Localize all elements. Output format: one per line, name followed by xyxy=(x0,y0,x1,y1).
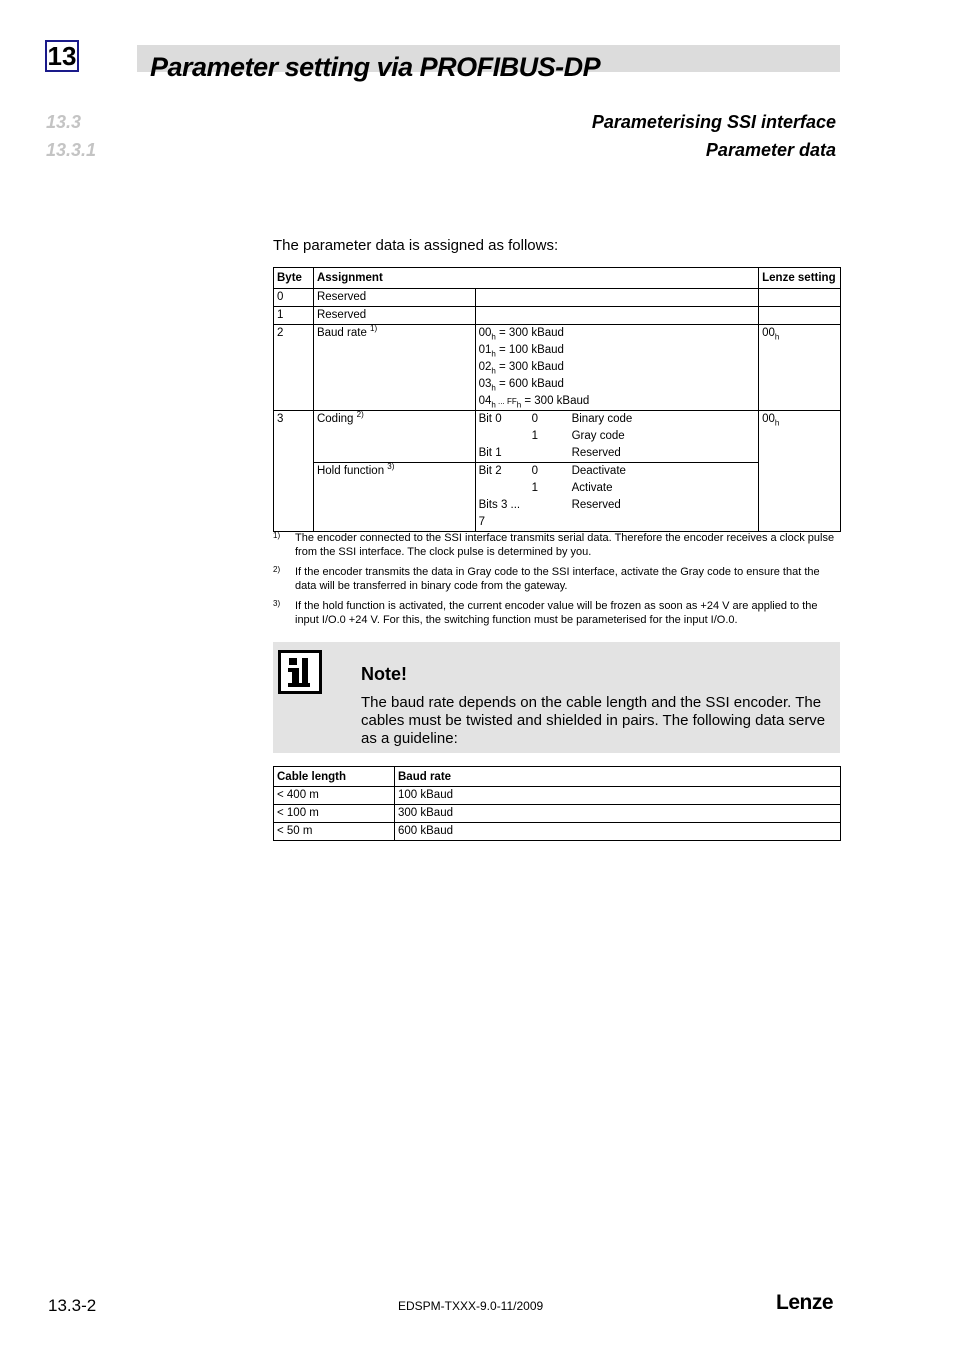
table-header-row xyxy=(274,268,841,289)
assignment-name: Reserved xyxy=(313,307,475,325)
assignment-name: Hold function $^{3)}$ xyxy=(313,463,475,532)
table-row xyxy=(274,823,841,841)
page-title: Parameter setting via PROFIBUS-DP xyxy=(150,52,601,82)
table-row xyxy=(274,787,841,805)
footnote: 1) The encoder connected to the SSI interface transmits serial data. Therefore the encoder receives a clock pulse from the SSI interface. The clock pulse is determined by you. xyxy=(273,531,835,558)
table-header-row xyxy=(274,767,841,787)
baud-rate-values: $00_h = 300$ kBaud $01_h = 100$ kBaud $02_h = 300$ kBaud $03_h = 600$ kBaud $04_h$ ... $FF_h = 300$ kBaud xyxy=(475,325,759,411)
header-baud-rate: Baud rate xyxy=(395,767,841,787)
lenze-logo: Lenze xyxy=(776,1291,834,1314)
footnote: 3) If the hold function is activated, the current encoder value will be frozen as soon as +24 V are applied to the input I/O.0 +24 V. For this, the switching function must be parameterised for the input I/O.0. xyxy=(273,599,818,626)
lenze-setting-cell: $00_h$ xyxy=(759,325,841,411)
chapter-number: 13 xyxy=(45,40,79,72)
page-number: 13.3-2 xyxy=(48,1296,97,1315)
cable-length-cell: < 100 m xyxy=(274,805,395,823)
hold-function-values: Bit 2 0 Deactivate 1 Activate Bits 3 ... Reserved 7 xyxy=(475,463,759,532)
section-title: Parameterising SSI interface xyxy=(591,112,836,132)
cable-length-cell: < 50 m xyxy=(274,823,395,841)
header-cable-length: Cable length xyxy=(274,767,395,787)
note-title: Note! xyxy=(361,664,407,684)
subsection-title: Parameter data xyxy=(705,140,836,160)
byte-cell: 0 xyxy=(274,289,314,307)
table-row xyxy=(274,307,841,325)
table-row xyxy=(274,463,841,532)
baud-rate-cell: 300 kBaud xyxy=(395,805,841,823)
byte-cell: 1 xyxy=(274,307,314,325)
table-row xyxy=(274,289,841,307)
note-text: The baud rate depends on the cable length and the SSI encoder. The cables must be twisted and shielded in pairs. The following data serve as a guideline: xyxy=(361,694,826,747)
info-icon xyxy=(278,650,322,694)
table-row xyxy=(274,411,841,463)
intro-text: The parameter data is assigned as follows: xyxy=(273,237,559,254)
table-row xyxy=(274,805,841,823)
footnote: 2) If the encoder transmits the data in Gray code to the SSI interface, activate the Gray code to ensure that the data will be transferred in binary code from the gateway. xyxy=(273,565,820,592)
assignment-name: Coding $^{2)}$ xyxy=(313,411,475,463)
cable-table xyxy=(273,766,841,841)
header-byte: Byte xyxy=(274,268,314,289)
header-assignment: Assignment xyxy=(313,268,758,289)
byte-cell: 2 xyxy=(274,325,314,411)
table-row xyxy=(274,325,841,411)
baud-rate-cell: 600 kBaud xyxy=(395,823,841,841)
lenze-setting-cell: $00_h$ xyxy=(759,411,841,532)
baud-rate-cell: 100 kBaud xyxy=(395,787,841,805)
coding-values: Bit 0 0 Binary code 1 Gray code Bit 1 Reserved xyxy=(475,411,759,463)
header-lenze-setting: Lenze setting xyxy=(759,268,841,289)
document-id: EDSPM-TXXX-9.0-11/2009 xyxy=(398,1299,544,1313)
cable-length-cell: < 400 m xyxy=(274,787,395,805)
assignment-name: Baud rate $^{1)}$ xyxy=(313,325,475,411)
section-number: 13.3 xyxy=(46,112,82,132)
subsection-number: 13.3.1 xyxy=(46,140,97,160)
footnotes xyxy=(273,531,841,633)
assignment-name: Reserved xyxy=(313,289,475,307)
parameter-table xyxy=(273,267,841,532)
byte-cell: 3 xyxy=(274,411,314,532)
